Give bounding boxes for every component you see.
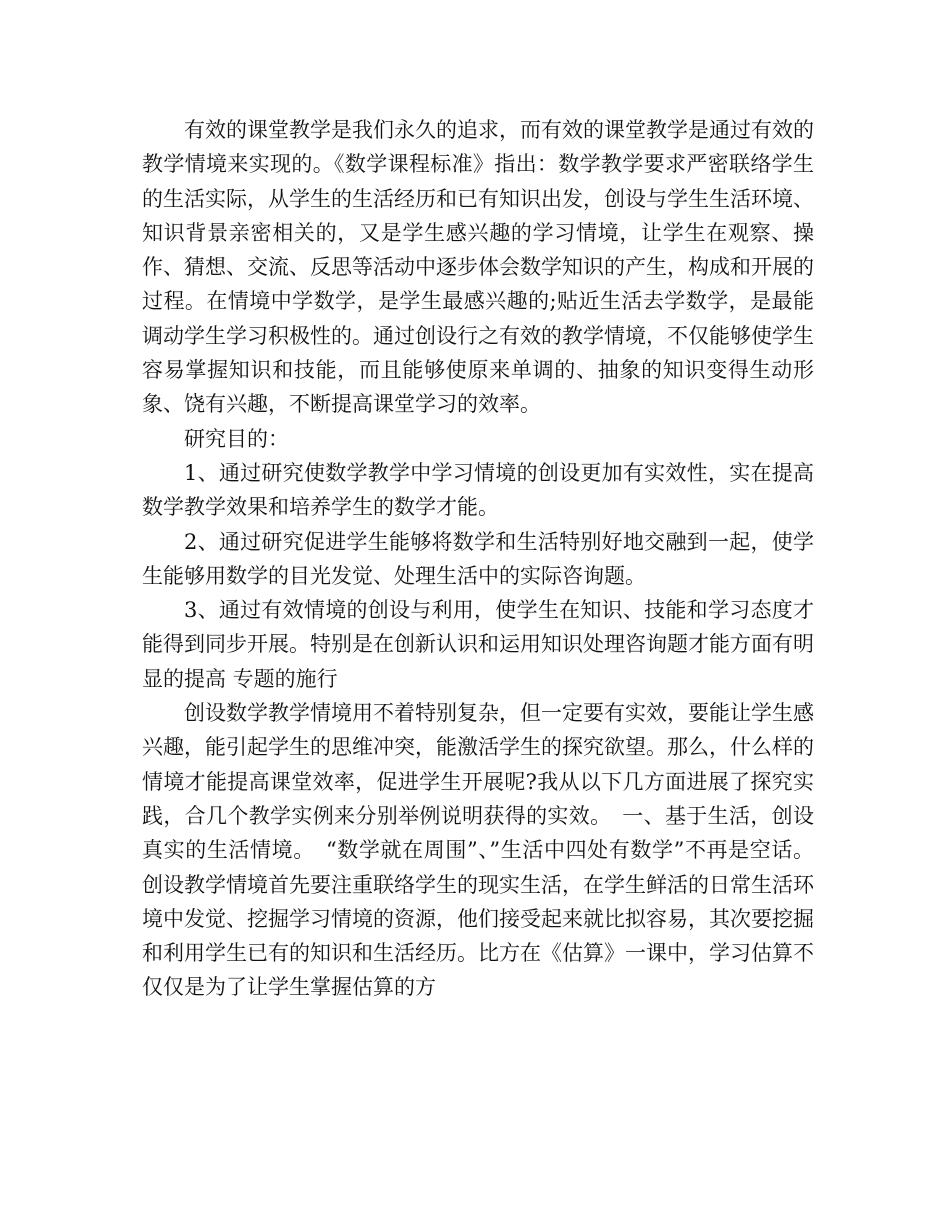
paragraph-purpose-1: 1、通过研究使数学教学中学习情境的创设更加有实效性，实在提高数学教学效果和培养学生的数学才能。 (142, 460, 814, 520)
paragraph-research-purpose-heading: 研究目的： (184, 426, 289, 451)
paragraph-intro: 有效的课堂教学是我们永久的追求，而有效的课堂教学是通过有效的教学情境来实现的。《数学课程标准》指出：数学教学要求严密联络学生的生活实际，从学生的生活经历和已有知识出发，创设与学生生活环境、知识背景亲密相关的，又是学生感兴趣的学习情境，让学生在观察、操作、猜想、交流、反思等活动中逐步体会数学知识的产生，构成和开展的过程。在情境中学数学，是学生最感兴趣的;贴近生活去学数学，是最能调动学生学习积极性的。通过创设行之有效的教学情境，不仅能够使学生容易掌握知识和技能，而且能够使原来单调的、抽象的知识变得生动形象、饶有兴趣，不断提高课堂学习的效率。 (142, 118, 814, 417)
paragraph-purpose-3: 3、通过有效情境的创设与利用，使学生在知识、技能和学习态度才能得到同步开展。特别是在创新认识和运用知识处理咨询题才能方面有明显的提高 专题的施行 (142, 598, 814, 691)
document-body (142, 113, 814, 1005)
paragraph-implementation: 创设数学教学情境用不着特别复杂，但一定要有实效，要能让学生感兴趣，能引起学生的思维冲突，能激活学生的探究欲望。那么，什么样的情境才能提高课堂效率，促进学生开展呢?我从以下几方面进展了探究实践，合几个教学实例来分别举例说明获得的实效。 一、基于生活，创设真实的生活情境。 “数学就在周围”、”生活中四处有数学”不再是空话。创设教学情境首先要注重联络学生的现实生活，在学生鲜活的日常生活环境中发觉、挖掘学习情境的资源，他们接受起来就比拟容易，其次要挖掘和利用学生已有的知识和生活经历。比方在《估算》一课中，学习估算不仅仅是为了让学生掌握估算的方 (142, 701, 814, 1000)
paragraph-purpose-2: 2、通过研究促进学生能够将数学和生活特别好地交融到一起，使学生能够用数学的目光发觉、处理生活中的实际咨询题。 (142, 529, 814, 588)
